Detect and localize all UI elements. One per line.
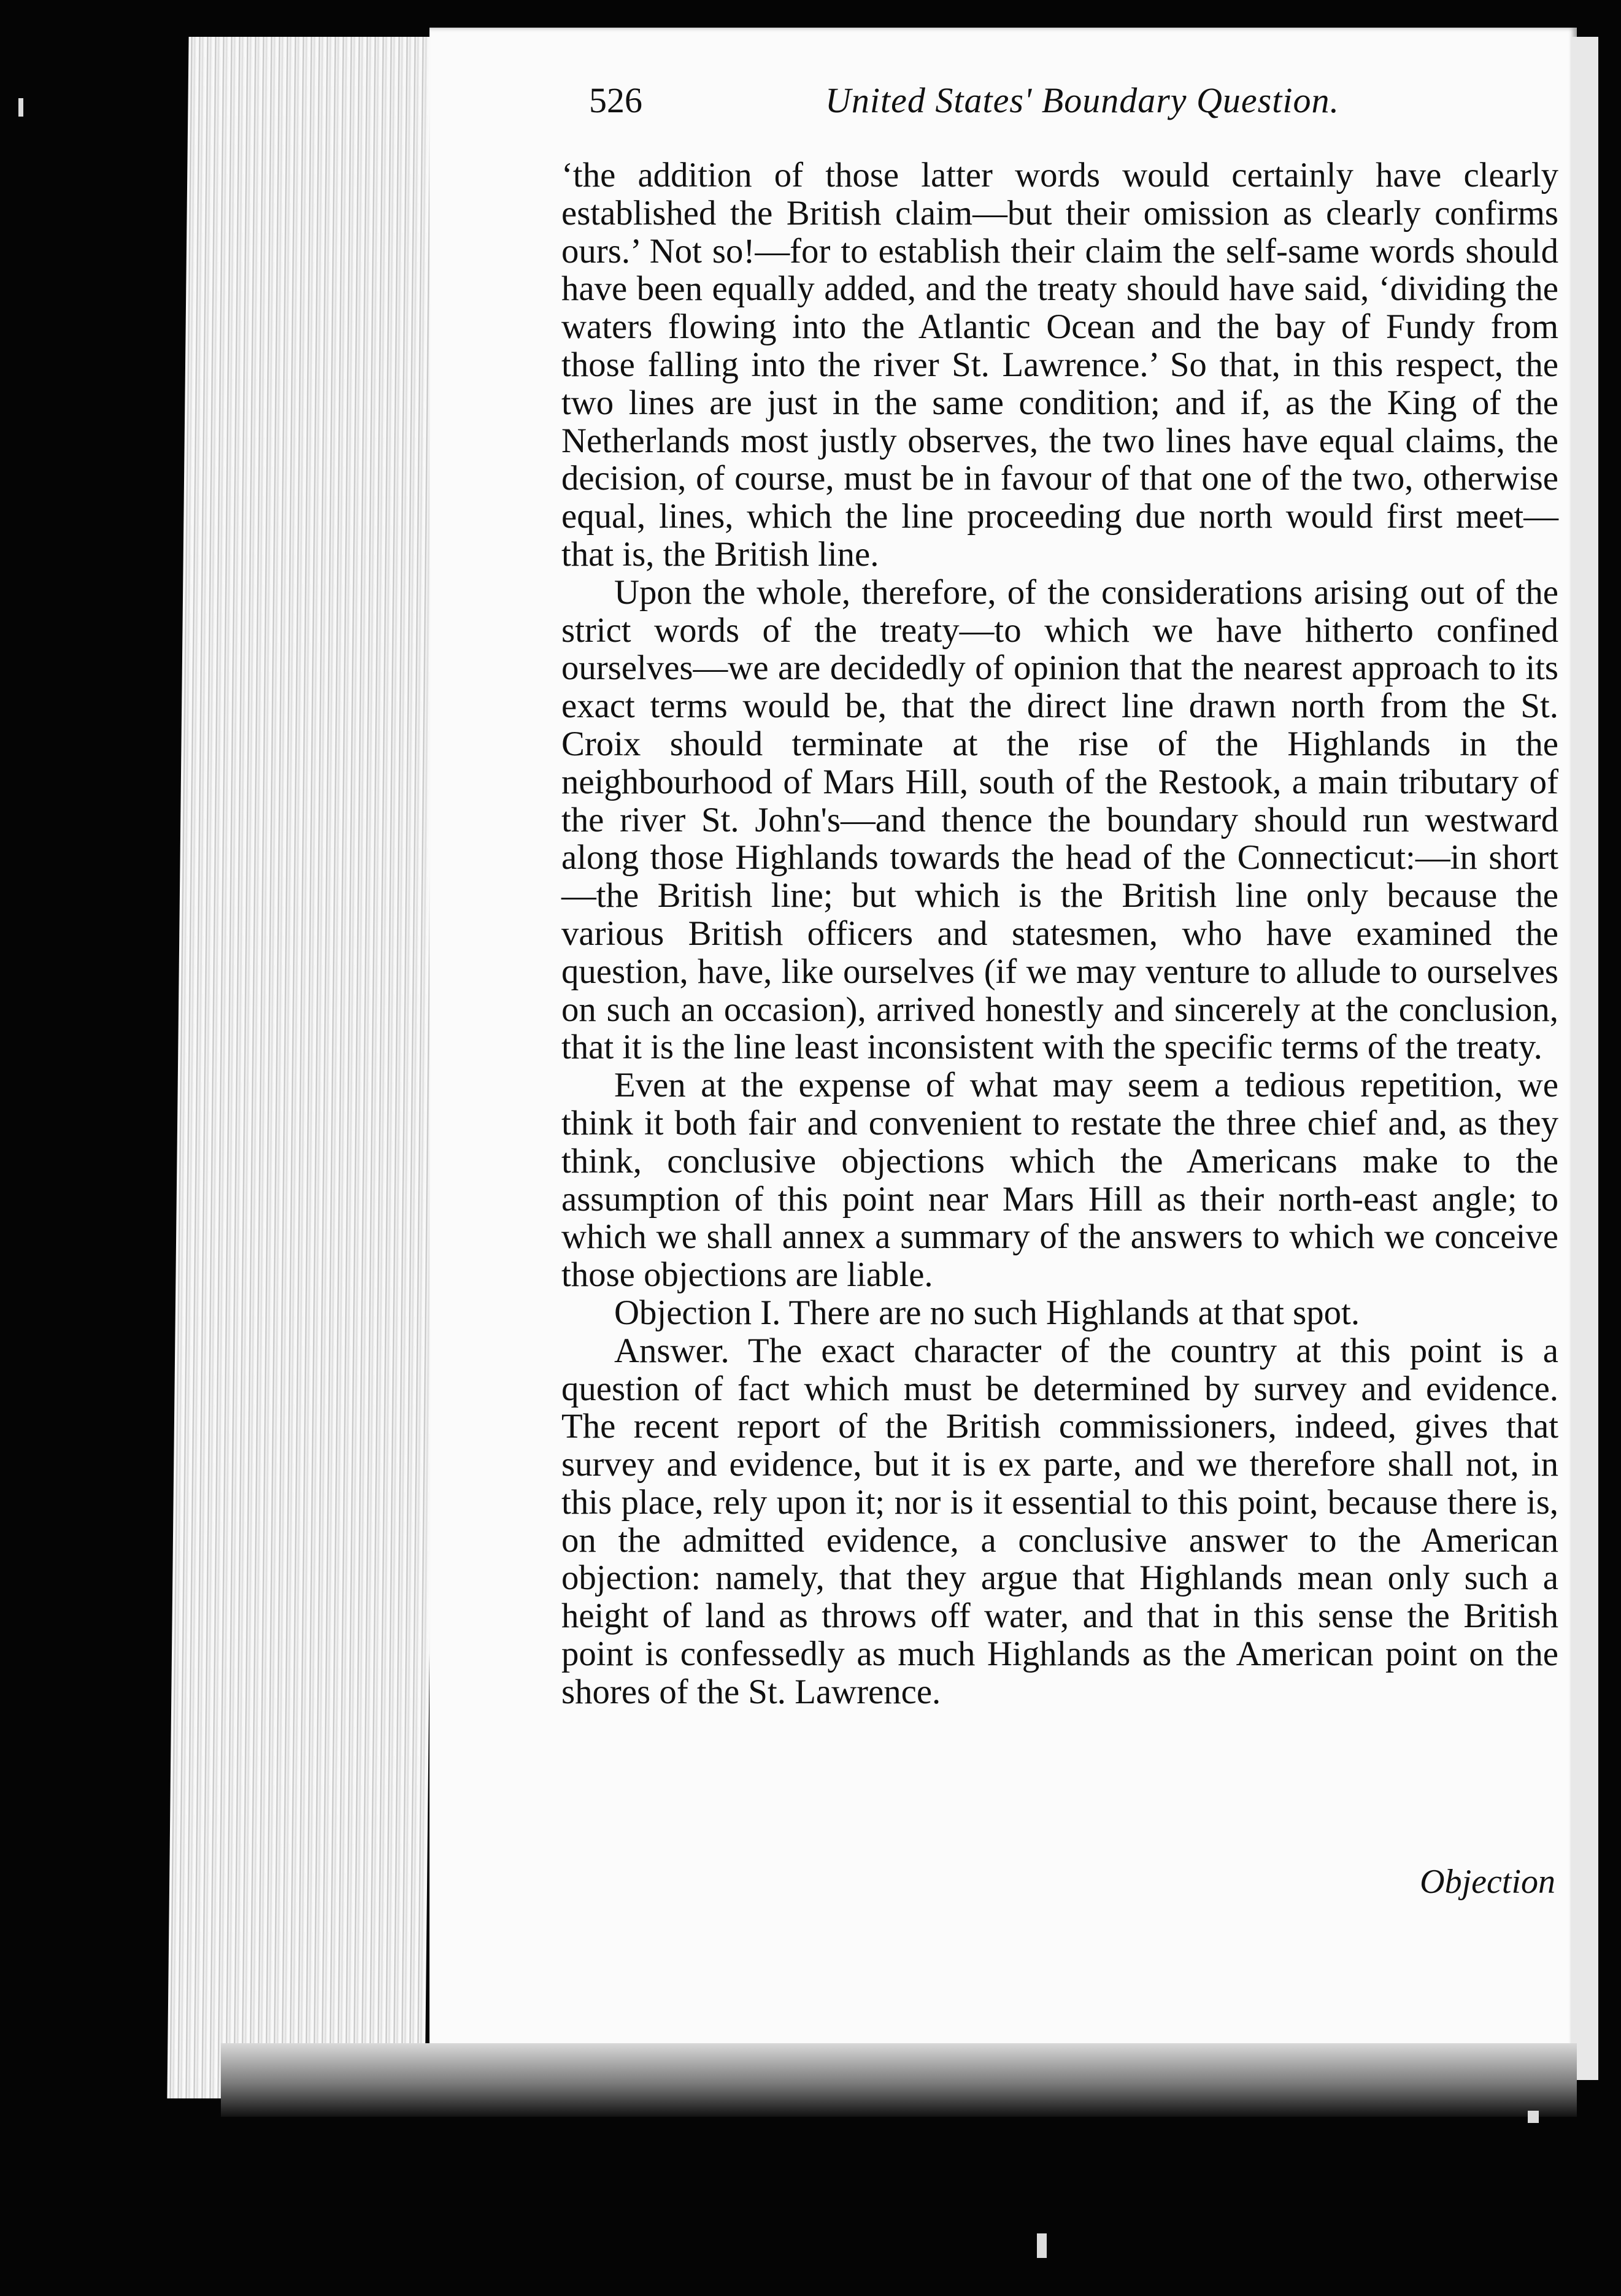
page-header: [589, 80, 1546, 141]
page-number: 526: [589, 80, 642, 120]
paragraph-3: Even at the expense of what may seem a tedious repetition, we think it both fair and convenient to restate the three chief and, as they think, conclusive objections which the Americans make to the assumption of this point near Mars Hill as their north-east angle; to which we shall annex a summary of the answers to which we conceive those objections are liable.: [561, 1066, 1558, 1295]
scan-speck: [1528, 2111, 1539, 2123]
catchword: Objection: [1420, 1863, 1555, 1901]
body-text: [561, 156, 1558, 1711]
scan-speck: [1037, 2233, 1047, 2258]
paragraph-1: ‘the addition of those latter words would certainly have clearly established the British claim—but their omission as clearly confirms ours.’ Not so!—for to establish their claim the self-same words should have been equally added, and the treaty should have said, ‘dividing the waters flowing into the Atlantic Ocean and the bay of Fundy from those falling into the river St. Lawrence.’ So that, in this respect, the two lines are just in the same condition; and if, as the King of the Netherlands most justly observes, the two lines have equal claims, the decision, of course, must be in favour of that one of the two, otherwise equal, lines, which the line proceeding due north would first meet—that is, the British line.: [561, 156, 1558, 574]
book-page-edges: [167, 37, 446, 2098]
paragraph-2: Upon the whole, therefore, of the considerations arising out of the strict words of the treaty—to which we have hitherto confined ourselves—we are decidedly of opinion that the nearest approach to its exact terms would be, that the direct line drawn north from the St. Croix should terminate at the rise of the Highlands in the neighbourhood of Mars Hill, south of the Restook, a main tributary of the river St. John's—and thence the boundary should run westward along those Highlands towards the head of the Connecticut:—in short—the British line; but which is the British line only because the various British officers and statesmen, who have examined the question, have, like ourselves (if we may venture to allude to ourselves on such an occasion), arrived honestly and sincerely at the conclusion, that it is the line least inconsistent with the specific terms of the treaty.: [561, 572, 1558, 1067]
page-bottom-shadow: [221, 2043, 1577, 2117]
scan-speck: [18, 98, 23, 117]
objection-1: Objection I. There are no such Highlands at that spot.: [614, 1293, 1360, 1332]
answer-1: Answer. The exact character of the country at this point is a question of fact which must be determined by survey and evidence. The recent report of the British commissioners, indeed, gives that survey and evidence, but it is ex parte, and we therefore shall not, in this place, rely upon it; nor is it essential to this point, because there is, on the admitted evidence, a conclusive answer to the American objection: namely, that they argue that Highlands mean only such a height of land as throws off water, and that in this sense the British point is confessedly as much Highlands as the American point on the shores of the St. Lawrence.: [561, 1331, 1558, 1711]
running-title: United States' Boundary Question.: [825, 80, 1339, 120]
page-right-strip: [1571, 37, 1598, 2080]
